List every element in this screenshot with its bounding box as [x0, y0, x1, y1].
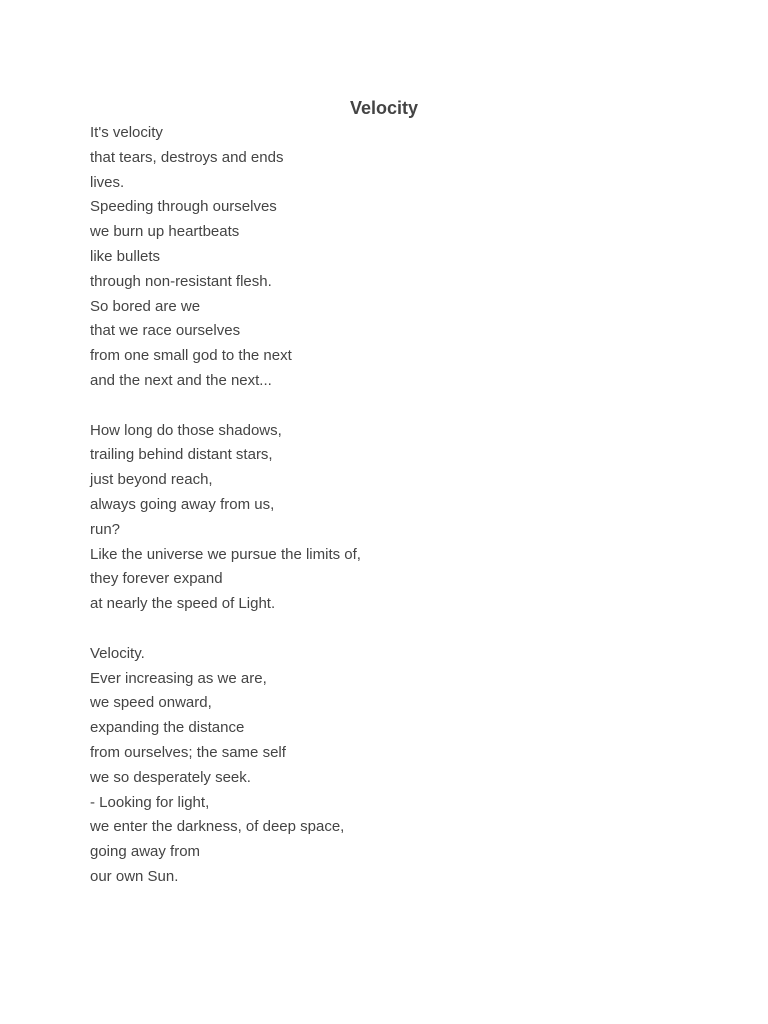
- poem-title: Velocity: [349, 98, 419, 118]
- poem-line: just beyond reach,: [90, 471, 213, 489]
- poem-line: our own Sun.: [90, 867, 179, 885]
- poem-body: [90, 121, 361, 915]
- poem-line: and the next and the next...: [90, 371, 272, 389]
- poem-line: from one small god to the next: [90, 347, 292, 365]
- poem-line: we enter the darkness, of deep space,: [90, 818, 345, 836]
- poem-line: Speeding through ourselves: [90, 198, 277, 216]
- poem-line: like bullets: [90, 247, 161, 265]
- poem-line: expanding the distance: [90, 719, 245, 737]
- poem-line: always going away from us,: [90, 495, 275, 513]
- poem-line: trailing behind distant stars,: [90, 446, 273, 464]
- poem-line: Ever increasing as we are,: [90, 669, 267, 687]
- poem-line: How long do those shadows,: [90, 421, 282, 439]
- poem-line: lives.: [90, 173, 125, 191]
- poem-line: It's velocity: [90, 124, 163, 141]
- poem-line: that tears, destroys and ends: [90, 148, 284, 166]
- stanza-2: [90, 419, 361, 617]
- poem-line: Velocity.: [90, 644, 145, 662]
- poem-line: - Looking for light,: [90, 793, 210, 811]
- poem-line: we so desperately seek.: [90, 768, 251, 786]
- poem-line: run?: [90, 520, 121, 538]
- stanza-3: [90, 642, 361, 890]
- poem-line: they forever expand: [90, 570, 223, 588]
- poem-line: through non-resistant flesh.: [90, 272, 272, 290]
- poem-line: from ourselves; the same self: [90, 743, 286, 761]
- poem-line: that we race ourselves: [90, 322, 241, 340]
- poem-line: Like the universe we pursue the limits of,: [90, 545, 361, 563]
- poem-line: So bored are we: [90, 297, 201, 315]
- poem-line: we burn up heartbeats: [90, 223, 240, 241]
- poem-line: we speed onward,: [90, 694, 212, 712]
- poem-line: going away from: [90, 843, 201, 861]
- stanza-1: [90, 121, 361, 394]
- poem-line: at nearly the speed of Light.: [90, 595, 276, 613]
